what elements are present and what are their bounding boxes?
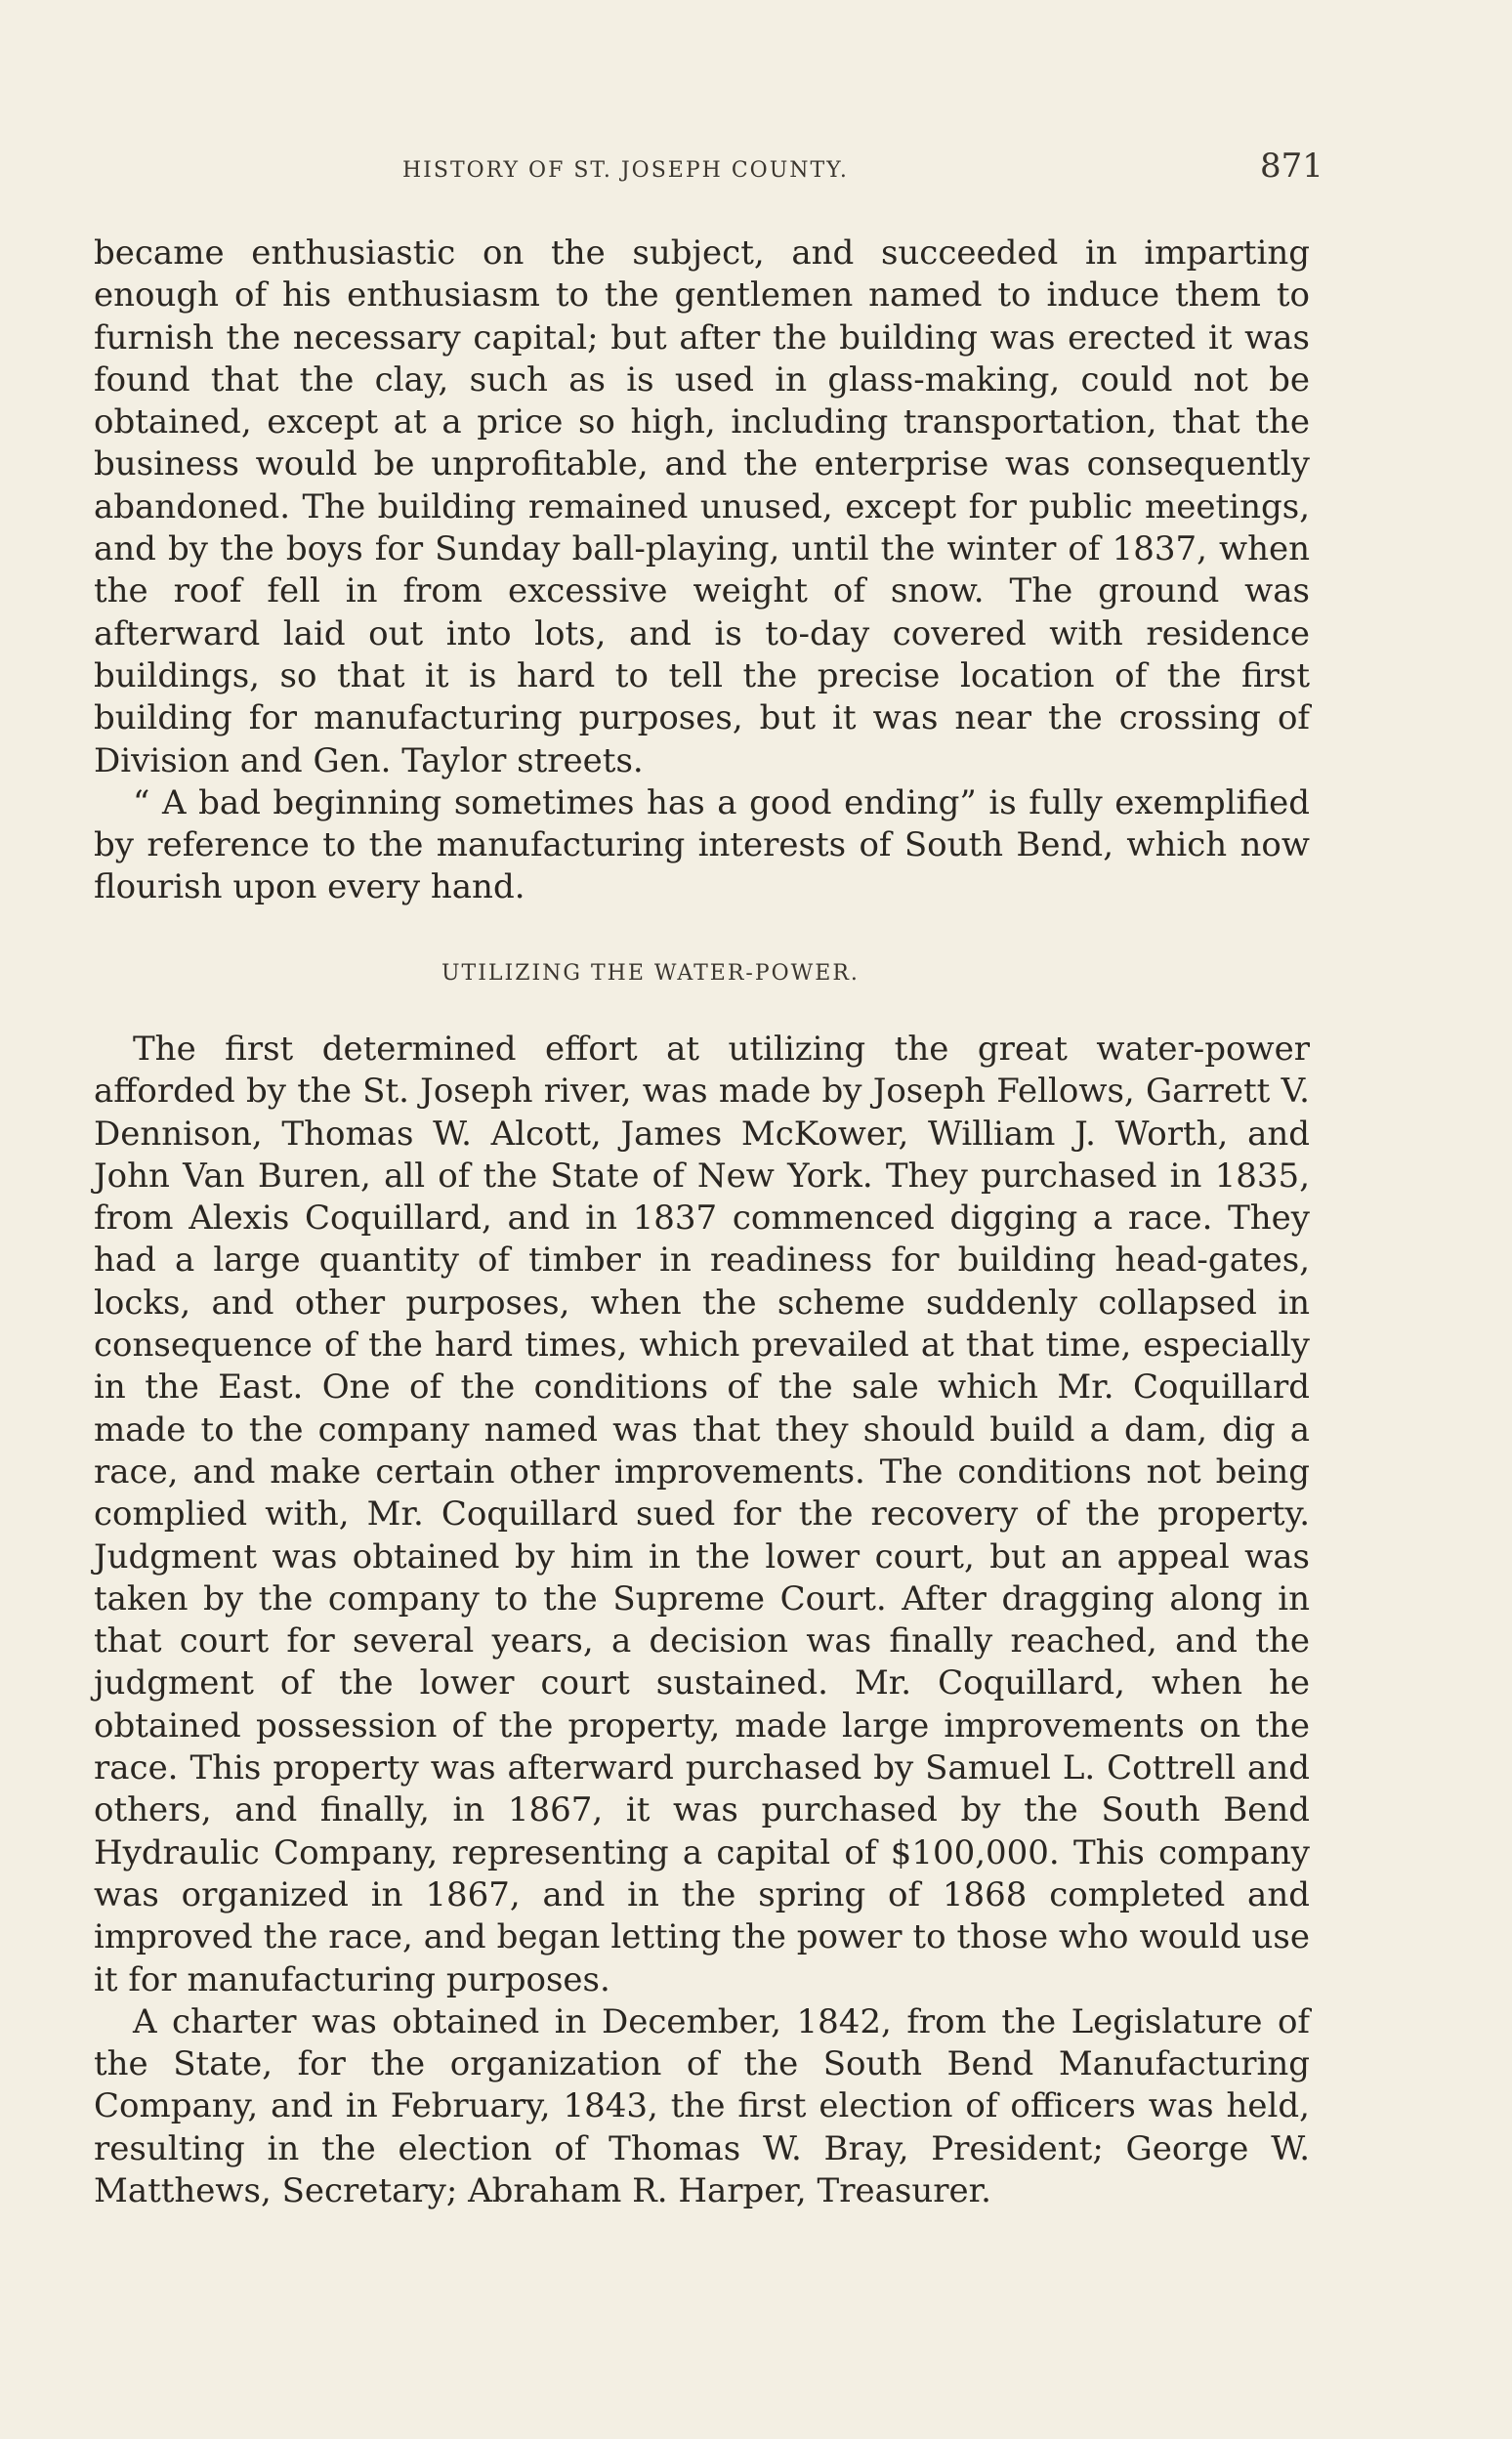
paragraph: The first determined effort at utilizing the great water-power afforded by the St. Joseph river, was made by Joseph Fellows, Garrett V. Dennison, Thomas W. Alcott, James McKower, William J. Worth, and John Van Buren, all of the State of New York. They purchased in 1835, from Alexis Coquillard, and in 1837 commenced digging a race. They had a large quantity of timber in readiness for building head-gates, locks, and other purposes, when the scheme suddenly collapsed in consequence of the hard times, which prevailed at that time, especially in the East. One of the conditions of the sale which Mr. Coquillard made to the company named was that they should build a dam, dig a race, and make certain other improvements. The conditions not being complied with, Mr. Coquillard sued for the recovery of the property. Judgment was obtained by him in the lower court, but an appeal was taken by the company to the Supreme Court. After dragging along in that court for several years, a decision was finally reached, and the judgment of the lower court sustained. Mr. Coquillard, when he obtained possession of the property, made large improvements on the race. This property was afterward purchased by Samuel L. Cottrell and others, and finally, in 1867, it was purchased by the South Bend Hydraulic Company, representing a capital of $100,000. This company was organized in 1867, and in the spring of 1868 completed and improved the race, and began letting the power to those who would use it for manufacturing purposes. <box>94 1030 1310 1999</box>
section-heading: UTILIZING THE WATER-POWER. <box>441 961 860 986</box>
paragraph: “ A bad beginning sometimes has a good ending” is fully exemplified by reference to the manufacturing interests of South Bend, which now flourish upon every hand. <box>94 782 1310 907</box>
page-number: 871 <box>1260 147 1323 186</box>
running-title: HISTORY OF ST. JOSEPH COUNTY. <box>402 158 849 183</box>
text-block-section <box>94 1029 1310 2212</box>
paragraph: became enthusiastic on the subject, and succeeded in imparting enough of his enthusiasm to the gentlemen named to induce them to furnish the necessary capital; but after the building was erected it was found that the clay, such as is used in glass-making, could not be obtained, except at a price so high, including transportation, that the business would be unprofitable, and the enterprise was consequently abandoned. The building remained unused, except for public meetings, and by the boys for Sunday ball-playing, until the winter of 1837, when the roof fell in from excessive weight of snow. The ground was afterward laid out into lots, and is to-day covered with residence buildings, so that it is hard to tell the precise location of the first building for manufacturing purposes, but it was near the crossing of Division and Gen. Taylor streets. <box>94 233 1310 780</box>
text-block-top <box>94 232 1310 909</box>
paragraph: A charter was obtained in December, 1842, from the Legislature of the State, for the organization of the South Bend Manufacturing Company, and in February, 1843, the first election of officers was held, resulting in the election of Thomas W. Bray, President; George W. Matthews, Secretary; Abraham R. Harper, Treasurer. <box>94 2001 1310 2211</box>
